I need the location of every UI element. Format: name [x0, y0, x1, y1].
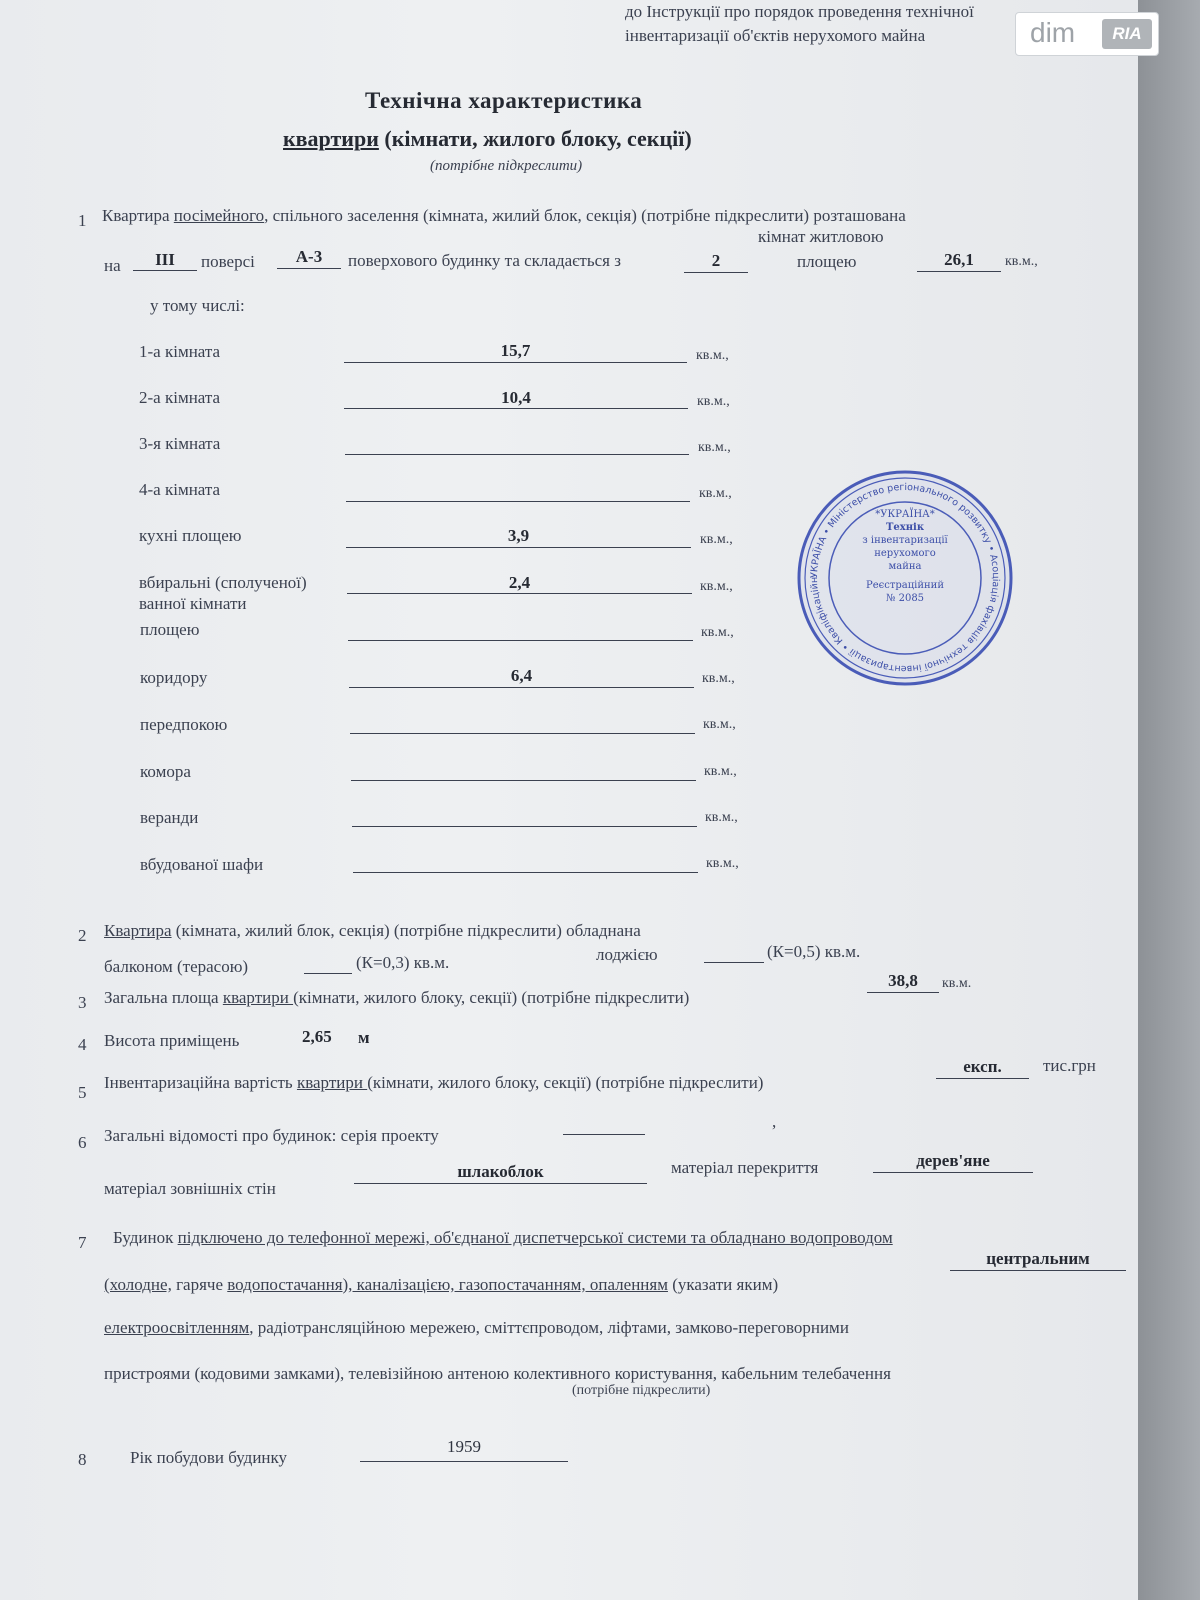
s7-line2-d: (указати яким): [667, 1275, 779, 1294]
room-2-value: 10,4: [501, 388, 531, 407]
s2-lodzh: лоджією: [596, 945, 658, 964]
section-7-number: 7: [78, 1233, 87, 1252]
s5-text-b: квартири: [296, 1073, 368, 1092]
stamp-inner-3: з інвентаризації: [862, 535, 948, 546]
room-4-label: 4-а кімната: [139, 480, 221, 499]
section-5-text: [104, 1073, 763, 1093]
wardrobe-label: вбудованої шафи: [140, 855, 264, 874]
total-area-unit: кв.м.: [942, 976, 972, 991]
s7-line2-c: водопостачання), каналізацією, газопостачанням, опаленням: [227, 1275, 668, 1294]
s1-na: на: [104, 256, 121, 275]
corridor-label: коридору: [140, 668, 208, 687]
floor-value: III: [155, 250, 175, 269]
project-series-line: [563, 1134, 645, 1135]
inventory-value-line: [936, 1078, 1029, 1079]
kitchen-unit: кв.м.,: [700, 532, 733, 547]
s7-line1-b: підключено до телефонної мережі, об'єднаної диспетчерської системи та обладнано водопроводом: [177, 1228, 893, 1247]
s1-ploshcheyu: площею: [797, 252, 857, 271]
floor-material-value: дерев'яне: [916, 1151, 990, 1170]
year-line: [360, 1461, 568, 1462]
section-8-number: 8: [78, 1450, 87, 1469]
stamp-inner-1: *УКРАЇНА*: [875, 509, 935, 520]
living-area-value: 26,1: [944, 250, 974, 269]
s1-u-tomu: у тому числі:: [150, 296, 245, 315]
room-2-line: [344, 408, 688, 409]
storage-line: [351, 780, 696, 781]
kitchen-value: 3,9: [507, 526, 530, 545]
toilet-value: 2,4: [508, 573, 531, 592]
corridor-line: [349, 687, 694, 688]
heating-value: центральним: [986, 1249, 1090, 1268]
s7-line-1: [113, 1228, 893, 1248]
room-1-label: 1-а кімната: [139, 342, 221, 361]
document-title: Технічна характеристика: [365, 88, 643, 113]
wardrobe-line: [353, 872, 698, 873]
s7-line3-b: , радіотрансляційною мережею, сміттєпроводом, ліфтами, замково-переговорними: [249, 1318, 849, 1337]
room-3-line: [345, 454, 689, 455]
veranda-label: веранди: [140, 808, 199, 827]
storage-label: комора: [140, 762, 191, 781]
building-value: А-3: [295, 247, 323, 266]
kitchen-line: [346, 547, 691, 548]
stamp-inner-6: № 2085: [885, 593, 925, 604]
s7-line-3: [104, 1318, 849, 1338]
bathroom-area-unit: кв.м.,: [701, 625, 734, 640]
walls-label: матеріал зовнішніх стін: [104, 1179, 276, 1198]
total-area-line: [867, 992, 939, 993]
subtitle-note: (потрібне підкреслити): [430, 158, 583, 174]
stamp-inner-5: Реєстраційний: [865, 580, 945, 591]
section-1-text: [102, 206, 906, 226]
room-3-label: 3-я кімната: [139, 434, 221, 453]
section-2-number: 2: [78, 926, 87, 945]
room-2-unit: кв.м.,: [697, 394, 730, 409]
wardrobe-unit: кв.м.,: [706, 856, 739, 871]
bathroom-label: ванної кімнати: [139, 594, 247, 613]
s2-k05: (К=0,5) кв.м.: [767, 942, 861, 961]
bathroom-area-line: [348, 640, 693, 641]
floor-material-label: матеріал перекриття: [671, 1158, 819, 1177]
logo-dim-text: dim: [1030, 17, 1076, 48]
subtitle-underlined: квартири: [283, 126, 379, 151]
s3-text-a: Загальна площа: [104, 988, 223, 1007]
toilet-unit: кв.м.,: [700, 579, 733, 594]
s2-text-a: Квартира: [104, 921, 172, 940]
s7-line2-a: (холодне,: [104, 1275, 172, 1294]
room-3-unit: кв.м.,: [698, 440, 731, 455]
veranda-unit: кв.м.,: [705, 810, 738, 825]
s1-text-c: , спільного заселення (кімната, жилий блок, секція) (потрібне підкреслити) розташована: [264, 206, 906, 225]
s7-line-2: [104, 1275, 778, 1295]
s3-text-c: (кімнати, жилого блоку, секції) (потрібне підкреслити): [293, 988, 690, 1007]
dim-ria-logo: [1015, 12, 1159, 56]
s7-line-4: пристроями (кодовими замками), телевізійною антеною колективного користування, кабельним телебачення: [104, 1364, 891, 1383]
section-2-text: [104, 921, 641, 941]
hallway-unit: кв.м.,: [703, 717, 736, 732]
walls-line: [354, 1183, 647, 1184]
s3-text-b: квартири: [222, 988, 294, 1007]
living-area-unit: кв.м.,: [1005, 254, 1038, 269]
corridor-unit: кв.м.,: [702, 671, 735, 686]
inventory-value: експ.: [963, 1057, 1002, 1076]
s6-text: Загальні відомості про будинок: серія проекту: [104, 1126, 439, 1145]
s1-text-right: кімнат житловою: [758, 227, 884, 246]
toilet-label: вбиральні (сполученої): [139, 573, 307, 592]
inventory-value-unit: тис.грн: [1043, 1056, 1096, 1075]
section-5-number: 5: [78, 1083, 87, 1102]
section-6-number: 6: [78, 1133, 87, 1152]
hallway-line: [350, 733, 695, 734]
veranda-line: [352, 826, 697, 827]
rooms-count-line: [684, 272, 748, 273]
bathroom-area-label: площею: [140, 620, 200, 639]
building-line: [277, 268, 341, 269]
s1-poversi: поверсі: [201, 252, 255, 271]
s1-building-text: поверхового будинку та складається з: [348, 251, 621, 270]
ceiling-height-value: 2,65: [302, 1027, 332, 1046]
section-1-number: 1: [78, 211, 87, 230]
s5-text-c: (кімнати, жилого блоку, секції) (потрібне підкреслити): [367, 1073, 764, 1092]
s1-text-b: посімейного: [173, 206, 265, 225]
section-3-number: 3: [78, 993, 87, 1012]
s4-text: Висота приміщень: [104, 1031, 240, 1050]
s7-line3-a: електроосвітленням: [104, 1318, 250, 1337]
s5-text-a: Інвентаризаційна вартість: [104, 1073, 297, 1092]
logo-ria-text: RIA: [1102, 19, 1152, 49]
stamp-inner-text: [857, 508, 953, 605]
storage-unit: кв.м.,: [704, 764, 737, 779]
corridor-value: 6,4: [510, 666, 533, 685]
room-2-label: 2-а кімната: [139, 388, 221, 407]
s2-balkon: балконом (терасою): [104, 957, 249, 976]
official-stamp: [795, 468, 1015, 688]
s1-text-a: Квартира: [102, 206, 174, 225]
loggia-line: [704, 962, 764, 963]
floor-line: [133, 270, 197, 271]
heating-line: [950, 1270, 1126, 1271]
s6-comma: ,: [772, 1112, 777, 1131]
header-line-1: до Інструкції про порядок проведення технічної: [625, 2, 974, 21]
hallway-label: передпокою: [140, 715, 228, 734]
walls-value: шлакоблок: [457, 1162, 544, 1181]
kitchen-label: кухні площею: [139, 526, 242, 545]
floor-material-line: [873, 1172, 1033, 1173]
section-4-number: 4: [78, 1035, 87, 1054]
toilet-line: [347, 593, 692, 594]
header-line-2: інвентаризації об'єктів нерухомого майна: [625, 26, 926, 45]
s2-text-b: (кімната, жилий блок, секція) (потрібне підкреслити) обладнана: [171, 921, 641, 940]
subtitle-rest: (кімнати, жилого блоку, секції): [378, 126, 692, 151]
page-edge-background: [1138, 0, 1200, 1600]
s7-line1-a: Будинок: [113, 1228, 178, 1247]
room-1-unit: кв.м.,: [696, 348, 729, 363]
room-1-value: 15,7: [500, 341, 531, 360]
room-4-line: [346, 501, 690, 502]
year-value: 1959: [447, 1437, 481, 1456]
document-subtitle: [283, 126, 692, 152]
balcony-line: [304, 973, 352, 974]
total-area-value: 38,8: [888, 971, 918, 990]
room-4-unit: кв.м.,: [699, 486, 732, 501]
ceiling-height-unit: м: [358, 1028, 370, 1047]
s8-text: Рік побудови будинку: [130, 1448, 288, 1467]
stamp-ring-text: УКРАЇНА • Міністерство регіонального розвитку • Асоціація фахівців технічної інвентаризації • Кваліфікаційн: [808, 481, 1002, 675]
rooms-count-value: 2: [711, 251, 721, 270]
s2-k03: (К=0,3) кв.м.: [356, 953, 450, 972]
section-3-text: [104, 988, 689, 1008]
s7-line2-b: гаряче: [171, 1275, 228, 1294]
stamp-inner-2: Технік: [885, 522, 925, 533]
room-1-line: [344, 362, 687, 363]
stamp-inner-4: нерухомого майна: [874, 548, 936, 572]
s7-line4-note: (потрібне підкреслити): [572, 1383, 711, 1398]
living-area-line: [917, 271, 1001, 272]
